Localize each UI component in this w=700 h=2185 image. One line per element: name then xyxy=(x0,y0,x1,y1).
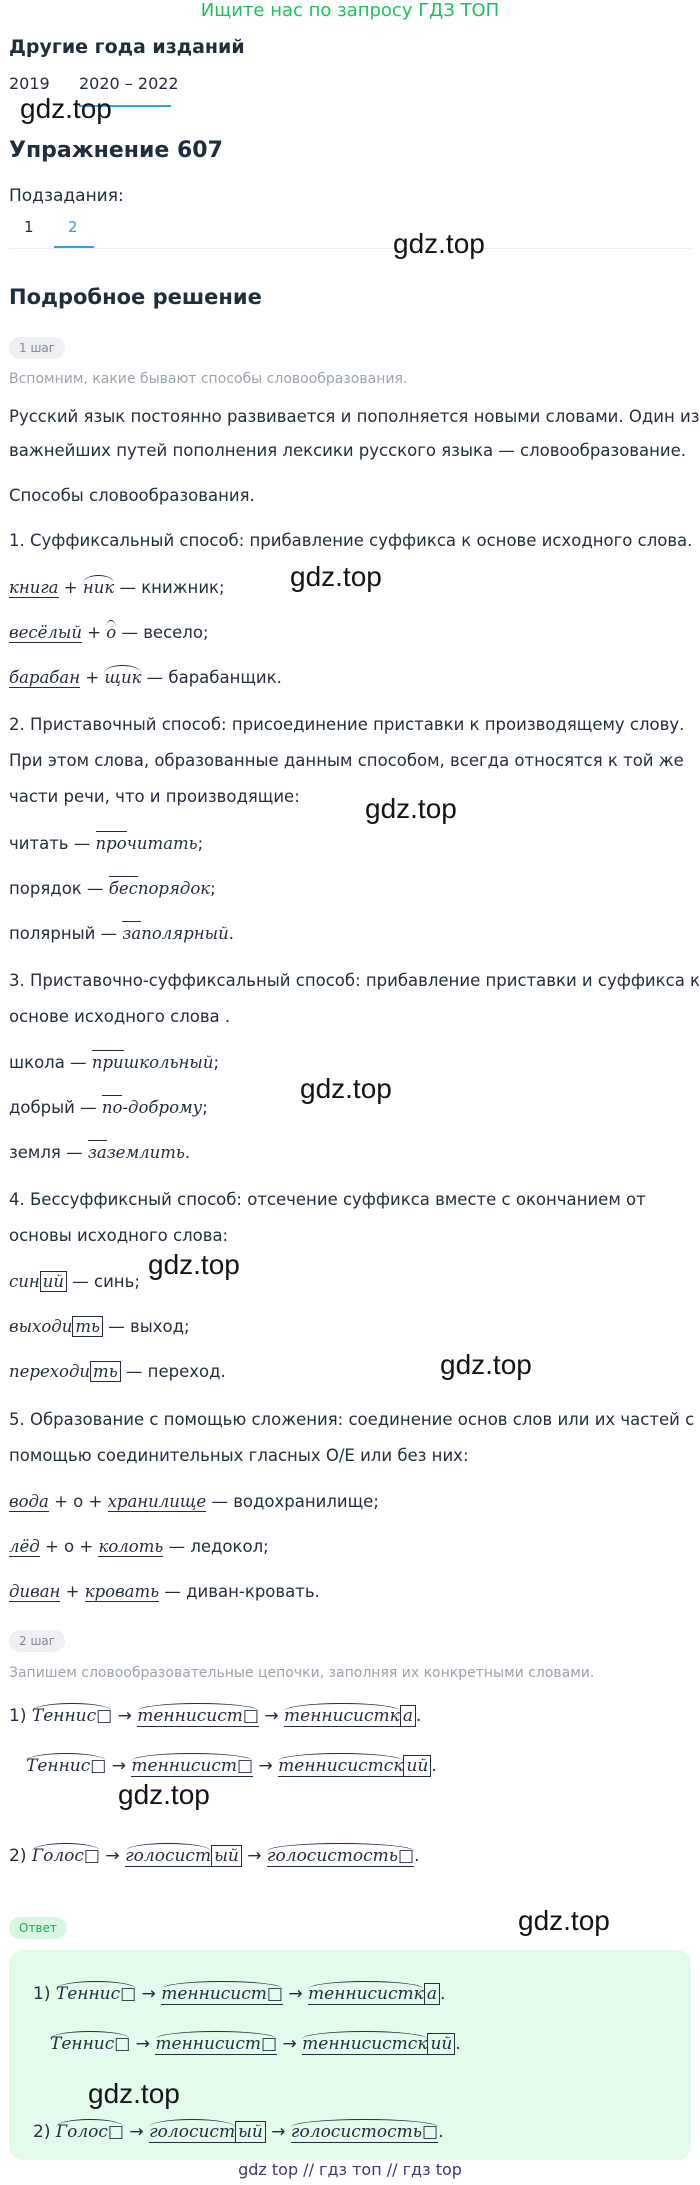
punct: ; xyxy=(197,834,204,853)
root-word: барабан xyxy=(9,668,81,687)
answer-badge: Ответ xyxy=(9,1917,67,1939)
watermark: gdz.top xyxy=(365,793,457,824)
base-word: порядок — xyxy=(9,879,109,898)
root-word: весёлый xyxy=(9,623,82,642)
ending-box: ть xyxy=(90,1361,121,1382)
example-13 xyxy=(9,1492,379,1511)
base-word: добрый — xyxy=(9,1098,102,1117)
chain-word: теннисист□ xyxy=(161,1981,283,2005)
example-3 xyxy=(9,668,282,687)
method-4b: основы исходного слова: xyxy=(9,1226,229,1245)
methods-heading: Способы словообразования. xyxy=(9,486,255,505)
prefix: за xyxy=(122,921,141,943)
chain-word: Голос□ xyxy=(56,2119,124,2142)
chain-number: 2) xyxy=(9,1846,27,1866)
root-word: колоть xyxy=(98,1537,164,1556)
arrow: → xyxy=(265,2122,291,2142)
chain-word: теннисистск xyxy=(302,2031,427,2055)
derived-word: -доброму xyxy=(122,1098,203,1117)
chain-word: Теннис□ xyxy=(56,1981,136,2004)
chain-word: теннисистк xyxy=(284,1703,400,1727)
result: — переход. xyxy=(120,1362,226,1381)
chain-word: Теннис□ xyxy=(32,1703,112,1726)
example-2 xyxy=(9,623,209,642)
chain-number: 1) xyxy=(33,1984,51,2004)
root-word: книга xyxy=(9,578,59,597)
chain-3: 2) Голос□ → голосист ый → голосистость□. xyxy=(9,1846,420,1866)
method-3b: основе исходного слова . xyxy=(9,1007,231,1026)
arrow: → xyxy=(106,1756,132,1776)
example-8 xyxy=(9,1098,208,1117)
punct: ; xyxy=(213,1053,220,1072)
prefix: за xyxy=(88,1140,107,1162)
chain-number: 2) xyxy=(33,2122,51,2142)
ending-box: ый xyxy=(235,2121,266,2143)
chain-word: теннисист□ xyxy=(155,2031,277,2055)
watermark: gdz.top xyxy=(290,561,382,592)
prefix: про xyxy=(96,831,127,853)
root-word: лёд xyxy=(9,1537,40,1556)
root-word: диван xyxy=(9,1582,61,1601)
method-1: 1. Суффиксальный способ: прибавление суффикса к основе исходного слова. xyxy=(9,531,693,550)
watermark: gdz.top xyxy=(88,2078,180,2109)
chain-2: Теннис□ → теннисист□ → теннисистск ий . xyxy=(26,1756,437,1776)
answer-box xyxy=(9,1950,691,2160)
top-search-link[interactable]: Ищите нас по запросу ГДЗ ТОП xyxy=(200,0,500,21)
example-1 xyxy=(9,578,225,597)
year-2020-2022[interactable]: 2020 – 2022 xyxy=(79,74,179,93)
arrow: → xyxy=(100,1846,126,1866)
connector: + xyxy=(60,1582,85,1601)
chain-word: теннисист□ xyxy=(137,1703,259,1727)
result: — выход; xyxy=(103,1317,190,1336)
ending-box: ий xyxy=(403,1755,431,1777)
derived-word: читать xyxy=(126,834,198,853)
arrow: → xyxy=(282,1984,309,2004)
result: — весело; xyxy=(116,623,209,642)
watermark: gdz.top xyxy=(148,1249,240,1280)
suffix: о xyxy=(106,620,116,642)
plus: + xyxy=(81,623,107,642)
chain-word: теннисистск xyxy=(278,1753,403,1777)
result: — ледокол; xyxy=(163,1537,269,1556)
arrow: → xyxy=(277,2034,303,2054)
chain-word: Теннис□ xyxy=(26,1753,106,1776)
stem: переходи xyxy=(9,1362,91,1381)
plus: + xyxy=(80,668,105,687)
watermark: gdz.top xyxy=(440,1349,532,1380)
chain-word: теннисист□ xyxy=(131,1753,253,1777)
example-12 xyxy=(9,1362,226,1381)
method-5a: 5. Образование с помощью сложения: соединение основ слов или их частей с xyxy=(9,1410,695,1429)
prefix: по xyxy=(102,1095,123,1117)
arrow: → xyxy=(136,1984,162,2004)
base-word: школа — xyxy=(9,1053,92,1072)
solution-title: Подробное решение xyxy=(9,285,262,309)
year-2019[interactable]: 2019 xyxy=(9,74,50,93)
result: — диван-кровать. xyxy=(159,1582,320,1601)
step-badge-1: 1 шаг xyxy=(9,337,65,359)
result: — книжник; xyxy=(114,578,225,597)
punct: ; xyxy=(210,879,216,898)
chain-number: 1) xyxy=(9,1706,27,1726)
plus: + xyxy=(58,578,83,597)
step-hint-2: Запишем словообразовательные цепочки, заполняя их конкретными словами. xyxy=(9,1665,595,1681)
intro-line-2: важнейших путей пополнения лексики русского языка — словообразование. xyxy=(9,441,687,460)
method-3a: 3. Приставочно-суффиксальный способ: прибавление приставки и суффикса к xyxy=(9,971,700,990)
subtask-tab-2[interactable]: 2 xyxy=(68,218,78,236)
intro-line-1: Русский язык постоянно развивается и пополняется новыми словами. Один из xyxy=(9,407,700,426)
ending-box: ий xyxy=(427,2033,455,2055)
root-word: вода xyxy=(9,1492,49,1511)
ending-box: ий xyxy=(40,1271,67,1292)
subtask-tab-1[interactable]: 1 xyxy=(24,218,34,236)
answer-chain-2: Теннис□ → теннисист□ → теннисистск ий . xyxy=(50,2034,461,2054)
divider xyxy=(9,248,691,249)
prefix: бес xyxy=(109,876,138,898)
step-badge-2: 2 шаг xyxy=(9,1630,65,1652)
ending-box: ть xyxy=(72,1316,103,1337)
punct: ; xyxy=(202,1098,208,1117)
connector: + о + xyxy=(39,1537,99,1556)
punct: . xyxy=(228,924,234,943)
example-15 xyxy=(9,1582,320,1601)
derived-word: землить xyxy=(106,1143,185,1162)
example-5 xyxy=(9,879,216,898)
footer-links[interactable]: gdz top // гдз топ // гдз top xyxy=(238,2160,462,2179)
example-11 xyxy=(9,1317,190,1336)
watermark: gdz.top xyxy=(300,1073,392,1104)
stem: выходи xyxy=(9,1317,73,1336)
method-2b: При этом слова, образованные данным способом, всегда относятся к той же xyxy=(9,751,684,770)
base-word: земля — xyxy=(9,1143,88,1162)
result: — барабанщик. xyxy=(141,668,282,687)
chain-1: 1) Теннис□ → теннисист□ → теннисистк а . xyxy=(9,1706,421,1726)
chain-word: теннисистк xyxy=(308,1981,424,2005)
chain-word: Теннис□ xyxy=(50,2031,130,2054)
arrow: → xyxy=(253,1756,279,1776)
watermark: gdz.top xyxy=(518,1905,610,1936)
step-hint-1: Вспомним, какие бывают способы словообразования. xyxy=(9,371,408,387)
result: — водохранилище; xyxy=(206,1492,379,1511)
example-10 xyxy=(9,1272,140,1291)
stem: син xyxy=(9,1272,40,1291)
other-years-heading: Другие года изданий xyxy=(9,36,245,58)
derived-word: порядок xyxy=(137,879,211,898)
example-4 xyxy=(9,834,203,853)
ending-box: а xyxy=(400,1705,416,1727)
answer-chain-3: 2) Голос□ → голосист ый → голосистость□. xyxy=(33,2122,444,2142)
suffix: щик xyxy=(104,665,141,687)
chain-word: голосистость□ xyxy=(267,1843,414,1867)
arrow: → xyxy=(124,2122,150,2142)
method-2c: части речи, что и производящие: xyxy=(9,787,300,806)
base-word: читать — xyxy=(9,834,96,853)
derived-word: школьный xyxy=(123,1053,214,1072)
root-word: хранилище xyxy=(107,1492,207,1511)
base-word: полярный — xyxy=(9,924,123,943)
arrow: → xyxy=(112,1706,138,1726)
arrow: → xyxy=(258,1706,285,1726)
arrow: → xyxy=(130,2034,156,2054)
connector: + о + xyxy=(48,1492,108,1511)
chain-word: Голос□ xyxy=(32,1843,100,1866)
example-9 xyxy=(9,1143,190,1162)
ending-box: ый xyxy=(211,1845,242,1867)
chain-word: голосист xyxy=(149,2119,235,2143)
subtasks-label: Подзадания: xyxy=(9,186,124,206)
derived-word: полярный xyxy=(141,924,229,943)
root-word: кровать xyxy=(84,1582,160,1601)
result: — синь; xyxy=(67,1272,140,1291)
example-6 xyxy=(9,924,234,943)
arrow: → xyxy=(241,1846,267,1866)
method-2a: 2. Приставочный способ: присоединение приставки к производящему слову. xyxy=(9,715,685,734)
chain-word: голосист xyxy=(125,1843,211,1867)
example-7 xyxy=(9,1053,219,1072)
exercise-title: Упражнение 607 xyxy=(9,138,223,163)
watermark: gdz.top xyxy=(20,93,112,124)
ending-box: а xyxy=(424,1983,440,2005)
prefix: при xyxy=(92,1050,124,1072)
method-5b: помощью соединительных гласных О/Е или без них: xyxy=(9,1446,469,1465)
example-14 xyxy=(9,1537,269,1556)
answer-chain-1: 1) Теннис□ → теннисист□ → теннисистк а . xyxy=(33,1984,445,2004)
watermark: gdz.top xyxy=(118,1779,210,1810)
suffix: ник xyxy=(83,575,114,597)
chain-word: голосистость□ xyxy=(291,2119,438,2143)
punct: . xyxy=(184,1143,191,1162)
method-4a: 4. Бессуффиксный способ: отсечение суффикса вместе с окончанием от xyxy=(9,1190,646,1209)
watermark: gdz.top xyxy=(393,228,485,259)
